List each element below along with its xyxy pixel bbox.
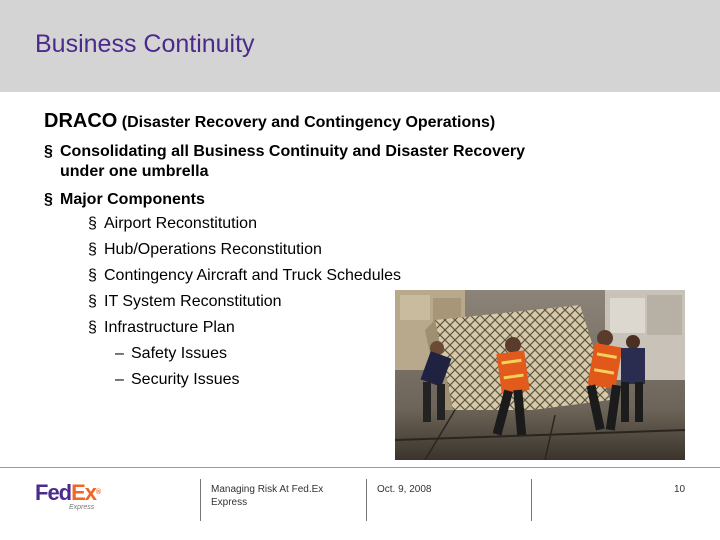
list-item-text: Hub/Operations Reconstitution — [104, 241, 322, 258]
list-item — [115, 344, 227, 364]
list-item — [115, 370, 239, 390]
bullet-marker: § — [88, 293, 97, 310]
logo-express-text: Express — [69, 504, 95, 511]
bullet-marker: § — [44, 191, 53, 208]
fedex-logo — [35, 481, 115, 517]
page-number: 10 — [674, 484, 686, 495]
list-item-continuation — [60, 162, 208, 182]
list-item — [44, 142, 525, 162]
dash-marker: – — [115, 345, 124, 362]
footer-date: Oct. 9, 2008 — [377, 484, 432, 495]
footer-doc-title-line1: Managing Risk At Fed.Ex — [211, 484, 324, 495]
section-heading — [44, 110, 495, 133]
list-item-text: under one umbrella — [60, 163, 209, 180]
list-item — [44, 190, 205, 210]
list-item-text: Consolidating all Business Continuity and Disaster Recovery — [60, 143, 525, 160]
list-item-text: Safety Issues — [131, 345, 228, 362]
footer-doc-title-line2: Express — [211, 497, 248, 508]
section-heading-acronym: DRACO — [44, 110, 118, 132]
list-item-text: Major Components — [60, 191, 205, 208]
list-item-text: Security Issues — [131, 371, 240, 388]
slide-title: Business Continuity — [35, 30, 255, 58]
title-bar — [0, 0, 720, 92]
cargo-photo — [395, 290, 685, 460]
list-item — [88, 240, 322, 260]
footer-separator — [366, 479, 367, 521]
logo-fed-text: Fed — [35, 480, 72, 505]
logo-ex-text: Ex — [71, 480, 97, 505]
section-heading-expansion: (Disaster Recovery and Contingency Operations) — [121, 114, 496, 131]
bullet-marker: § — [88, 215, 97, 232]
footer-separator — [200, 479, 201, 521]
list-item-text: IT System Reconstitution — [104, 293, 282, 310]
logo-registered-mark: ® — [96, 489, 102, 496]
list-item-text: Infrastructure Plan — [104, 319, 235, 336]
bullet-marker: § — [88, 319, 97, 336]
list-item — [88, 266, 401, 286]
list-item — [88, 318, 235, 338]
footer-doc-title — [211, 483, 323, 509]
footer-divider — [0, 467, 720, 468]
bullet-marker: § — [88, 241, 97, 258]
dash-marker: – — [115, 371, 124, 388]
footer-separator — [531, 479, 532, 521]
list-item — [88, 214, 257, 234]
list-item-text: Airport Reconstitution — [104, 215, 257, 232]
list-item — [88, 292, 282, 312]
bullet-marker: § — [44, 143, 53, 160]
list-item-text: Contingency Aircraft and Truck Schedules — [104, 267, 402, 284]
bullet-marker: § — [88, 267, 97, 284]
